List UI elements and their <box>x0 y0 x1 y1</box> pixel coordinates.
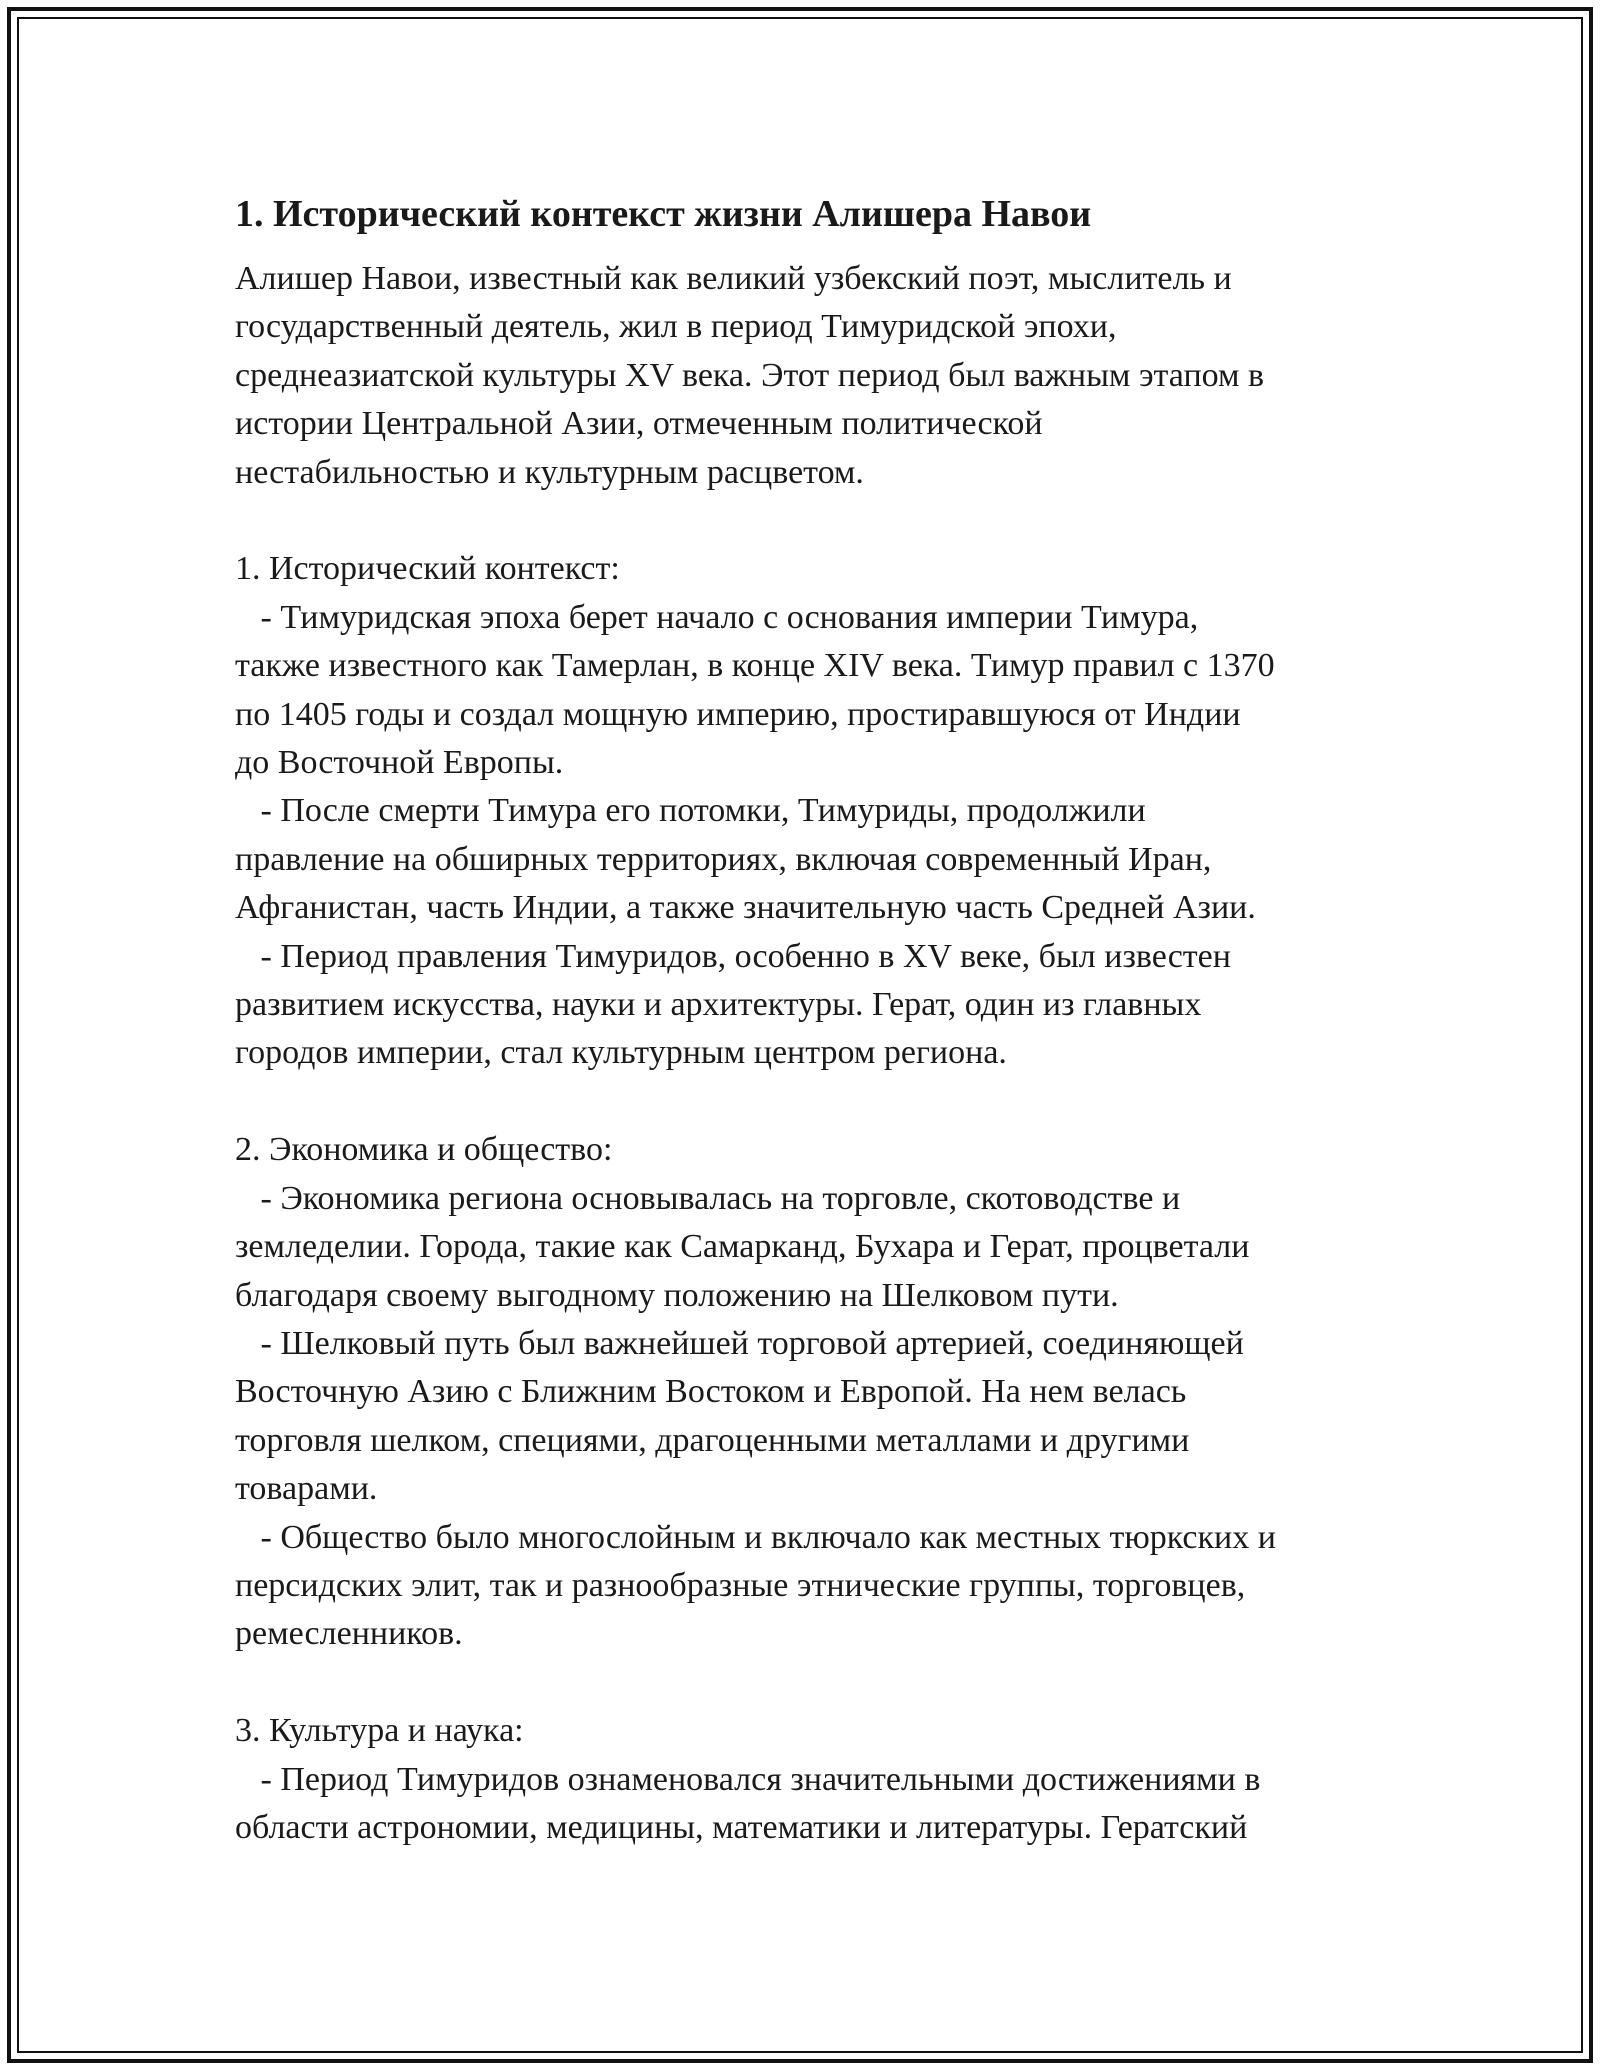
body-text-line: товарами. <box>235 1470 378 1508</box>
body-text-line: 2. Экономика и общество: <box>235 1131 613 1169</box>
body-text-line: 1. Исторический контекст: <box>235 550 620 588</box>
body-text-line: городов империи, стал культурным центром региона. <box>235 1034 1007 1072</box>
body-text-line: среднеазиатской культуры XV века. Этот период был важным этапом в <box>235 356 1265 394</box>
body-text-line: персидских элит, так и разнообразные этнические группы, торговцев, <box>235 1566 1246 1604</box>
body-text-line: государственный деятель, жил в период Тимуридской эпохи, <box>235 308 1117 346</box>
body-text-line: по 1405 годы и создал мощную империю, простиравшуюся от Индии <box>235 695 1241 733</box>
body-text-line: до Восточной Европы. <box>235 744 564 782</box>
body-text-line: истории Центральной Азии, отмеченным политической <box>235 405 1043 443</box>
body-text-line: правление на обширных территориях, включая современный Иран, <box>235 840 1212 878</box>
body-text-line: Афганистан, часть Индии, а также значительную часть Средней Азии. <box>235 889 1256 927</box>
body-text-line: - Тимуридская эпоха берет начало с основания империи Тимура, <box>235 598 1199 636</box>
body-text-line: Восточную Азию с Ближним Востоком и Европой. На нем велась <box>235 1373 1187 1411</box>
body-text-line: 3. Культура и наука: <box>235 1712 524 1750</box>
blank-line <box>235 1659 1385 1707</box>
body-text-line: развитием искусства, науки и архитектуры. Герат, один из главных <box>235 986 1202 1024</box>
body-text-line: области астрономии, медицины, математики и литературы. Гератский <box>235 1808 1248 1846</box>
blank-line <box>235 497 1385 545</box>
body-text-line: ремесленников. <box>235 1615 463 1653</box>
document-title: 1. Исторический контекст жизни Алишера Навои <box>235 193 1092 235</box>
body-text-line: - Общество было многослойным и включало как местных тюркских и <box>235 1518 1276 1556</box>
body-text-line: Алишер Навои, известный как великий узбекский поэт, мыслитель и <box>235 260 1232 297</box>
body-text-line: также известного как Тамерлан, в конце XIV века. Тимур правил с 1370 <box>235 647 1275 685</box>
body-text-line: - Период Тимуридов ознаменовался значительными достижениями в <box>235 1760 1261 1798</box>
document-page <box>235 185 1385 1852</box>
body-text-line: - Шелковый путь был важнейшей торговой артерией, соединяющей <box>235 1324 1244 1362</box>
body-text-line: - После смерти Тимура его потомки, Тимуриды, продолжили <box>235 792 1146 830</box>
body-text-line: - Период правления Тимуридов, особенно в XV веке, был известен <box>235 937 1231 975</box>
body-text-line: земледелии. Города, такие как Самарканд, Бухара и Герат, процветали <box>235 1228 1250 1266</box>
body-text-line: торговля шелком, специями, драгоценными металлами и другими <box>235 1421 1190 1459</box>
document-body <box>235 255 1385 1852</box>
blank-line <box>235 1078 1385 1126</box>
body-text-line: нестабильностью и культурным расцветом. <box>235 453 864 491</box>
body-text-line: - Экономика региона основывалась на торговле, скотоводстве и <box>235 1179 1181 1217</box>
body-text-line: благодаря своему выгодному положению на Шелковом пути. <box>235 1276 1119 1314</box>
